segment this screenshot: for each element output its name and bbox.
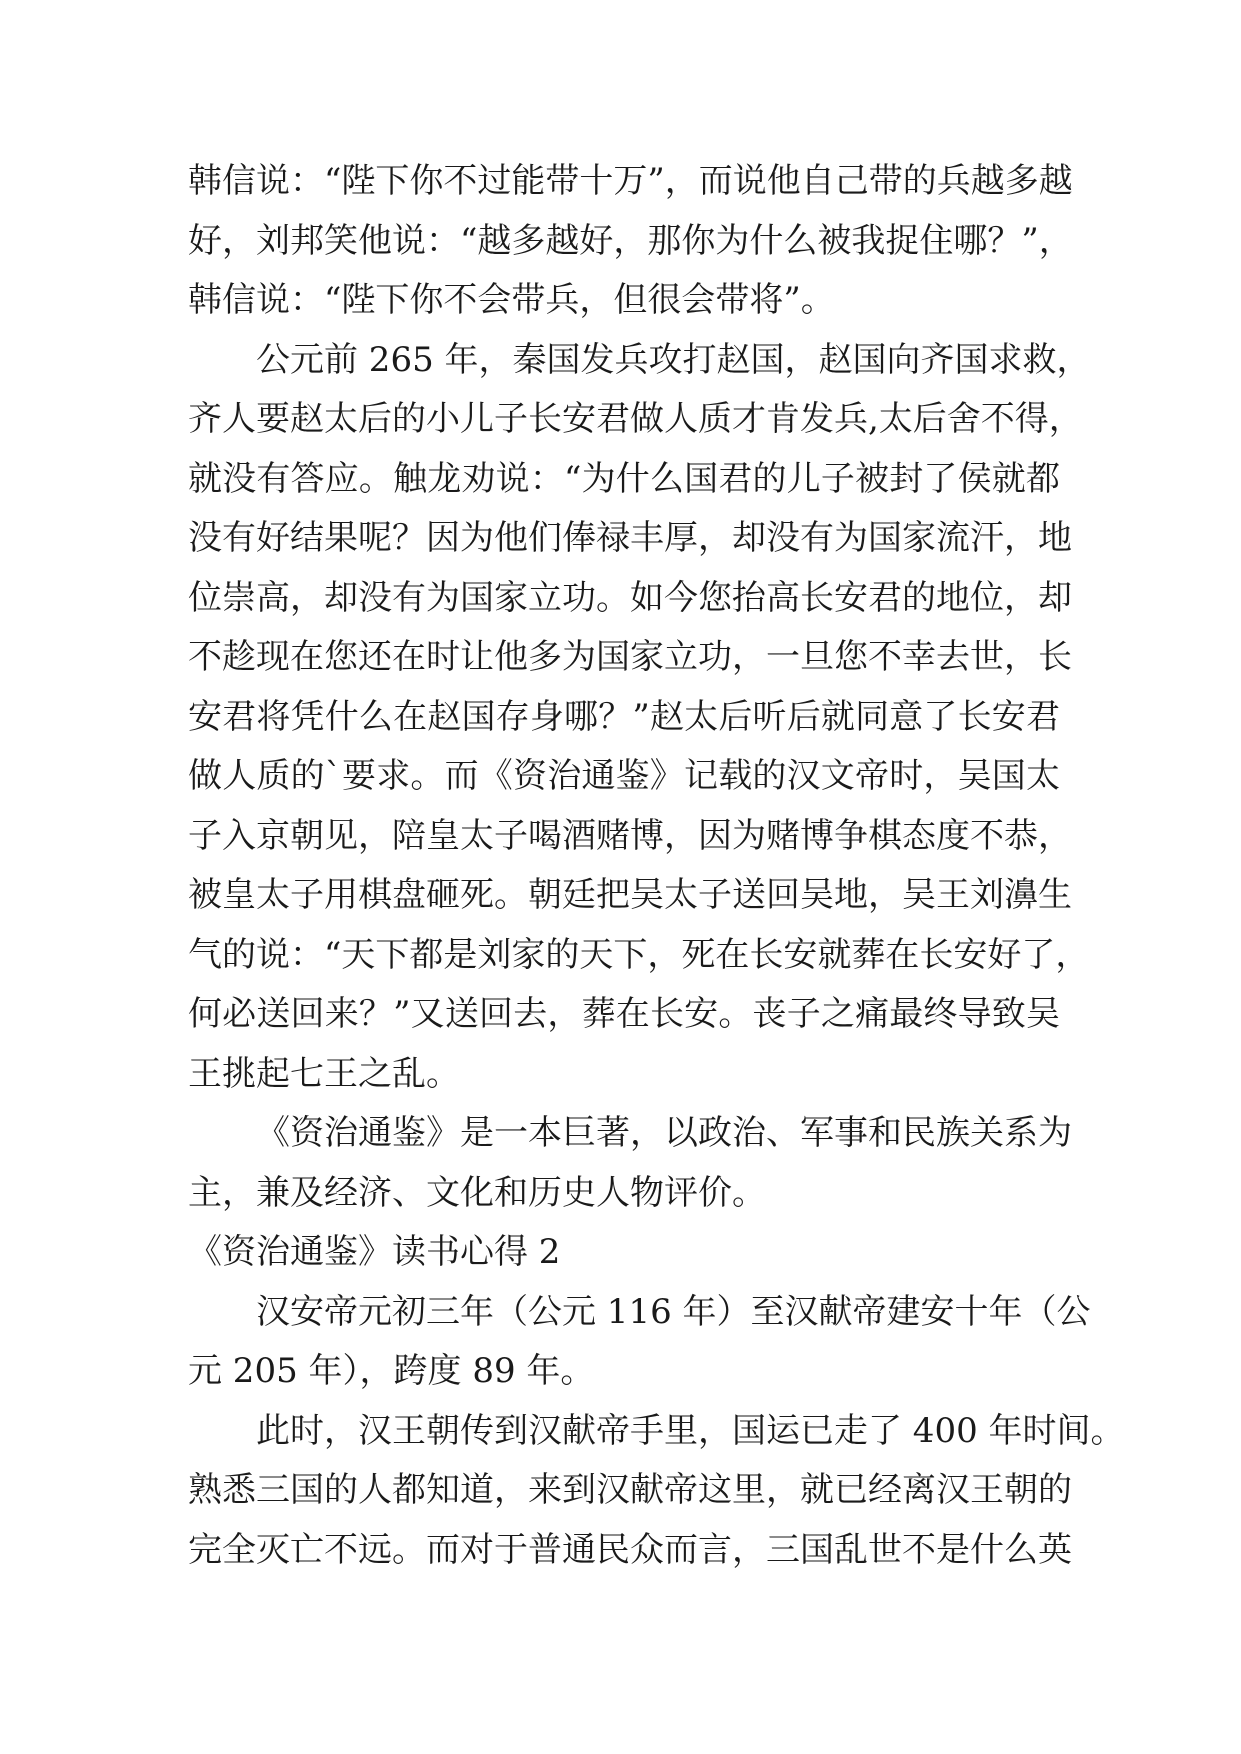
- text-line: 位崇高，却没有为国家立功。如今您抬高长安君的地位，却: [188, 577, 1072, 618]
- text-line: 何必送回来？”又送回去，葬在长安。丧子之痛最终导致吴: [188, 994, 1060, 1034]
- text-line: 做人质的`要求。而《资治通鉴》记载的汉文帝时，吴国太: [188, 756, 1060, 796]
- text-line: 不趁现在您还在时让他多为国家立功，一旦您不幸去世，长: [188, 637, 1072, 677]
- text-line: 王挑起七王之乱。: [188, 1053, 460, 1094]
- text-line: 完全灭亡不远。而对于普通民众而言，三国乱世不是什么英: [188, 1529, 1072, 1570]
- text-line: 熟悉三国的人都知道，来到汉献帝这里，就已经离汉王朝的: [188, 1470, 1072, 1510]
- text-line: 《资治通鉴》是一本巨著，以政治、军事和民族关系为: [256, 1113, 1072, 1153]
- text-line: 没有好结果呢？因为他们俸禄丰厚，却没有为国家流汗，地: [188, 518, 1072, 558]
- text-line: 齐人要赵太后的小儿子长安君做人质才肯发兵,太后舍不得，: [188, 399, 1083, 439]
- text-line: 公元前 265 年，秦国发兵攻打赵国，赵国向齐国求救，: [256, 339, 1091, 380]
- text-line: 被皇太子用棋盘砸死。朝廷把吴太子送回吴地，吴王刘濞生: [188, 875, 1072, 915]
- section-heading: 《资治通鉴》读书心得 2: [188, 1232, 561, 1272]
- text-line: 好，刘邦笑他说：“越多越好，那你为什么被我捉住哪？”，: [188, 220, 1073, 261]
- text-line: 汉安帝元初三年（公元 116 年）至汉献帝建安十年（公: [256, 1291, 1091, 1332]
- document-body: [188, 152, 1125, 1580]
- text-line: 韩信说：“陛下你不会带兵，但很会带将”。: [188, 280, 835, 320]
- text-line: 子入京朝见，陪皇太子喝酒赌博，因为赌博争棋态度不恭，: [188, 815, 1072, 856]
- text-line: 此时，汉王朝传到汉献帝手里，国运已走了 400 年时间。: [256, 1410, 1125, 1451]
- text-line: 元 205 年），跨度 89 年。: [188, 1351, 595, 1391]
- text-line: 气的说：“天下都是刘家的天下，死在长安就葬在长安好了，: [188, 934, 1090, 975]
- text-line: 主，兼及经济、文化和历史人物评价。: [188, 1172, 766, 1213]
- text-line: 韩信说：“陛下你不过能带十万”，而说他自己带的兵越多越: [188, 161, 1073, 201]
- text-line: 安君将凭什么在赵国存身哪？”赵太后听后就同意了长安君: [188, 696, 1060, 737]
- text-line: 就没有答应。触龙劝说：“为什么国君的儿子被封了侯就都: [188, 458, 1060, 499]
